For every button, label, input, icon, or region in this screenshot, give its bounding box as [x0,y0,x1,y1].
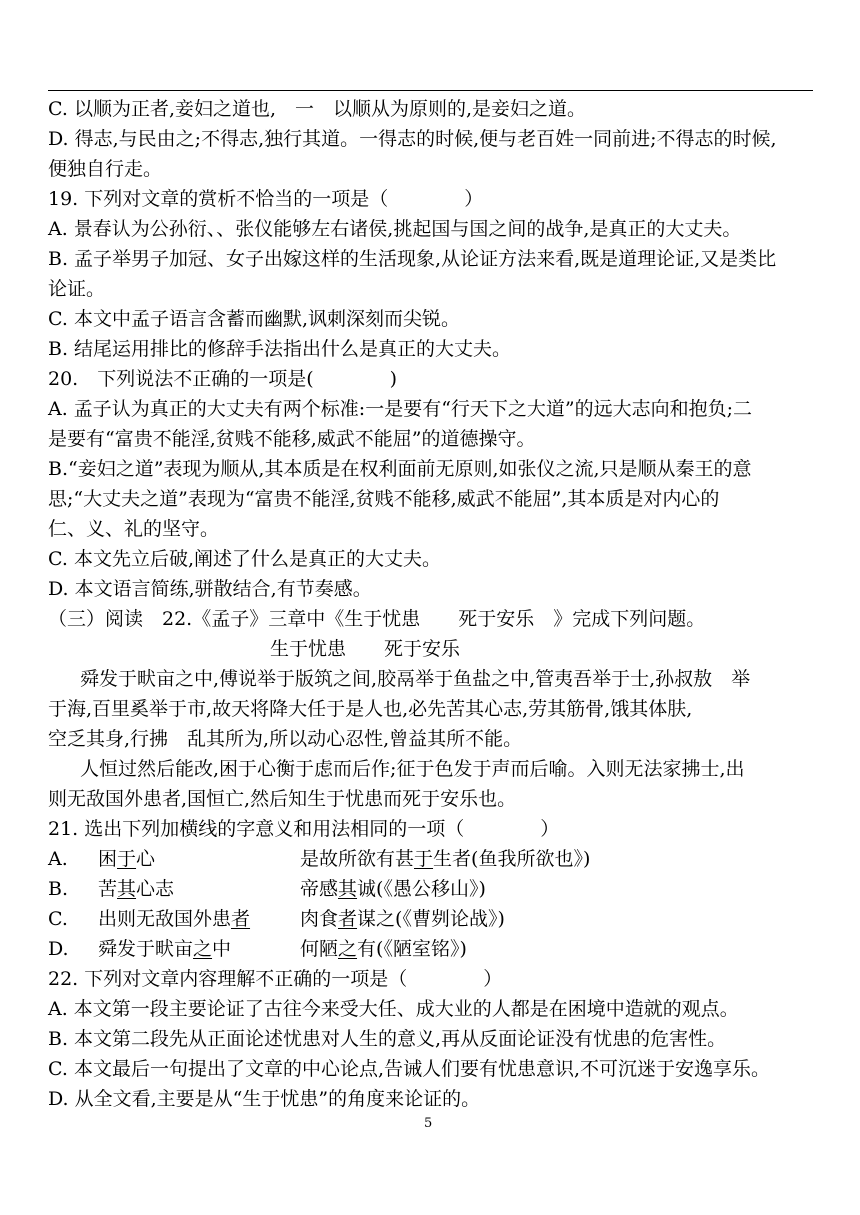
text-line: D. 得志,与民由之;不得志,独行其道。一得志的时候,便与老百姓一同前进;不得志的时候, [48,128,777,150]
option-b-text: 诚(《愚公移山》) [357,878,486,900]
option-text: 思;“大丈夫之道”表现为“富贵不能淫,贫贱不能移,威武不能屈”,其本质是对内心的 [48,488,720,510]
option-a-text: 困 [98,848,118,870]
question-21-option [48,938,467,960]
question-21: 21. 选出下列加横线的字意义和用法相同的一项（ ） [48,818,560,840]
underlined-word: 者 [231,908,251,930]
option-a-text: 苦 [98,878,118,900]
option-text: 仁、义、礼的坚守。 [48,518,220,540]
passage-line: 于海,百里奚举于市,故天将降大任于是人也,必先苦其心志,劳其筋骨,饿其体肤, [48,698,693,720]
text-line: 便独自行走。 [48,158,163,180]
page-number: 5 [424,1116,433,1131]
question-21-option [48,878,486,900]
underlined-word: 之 [338,938,358,960]
passage-line: 空乏其身,行拂 乱其所为,所以动心忍性,曾益其所不能。 [48,728,523,750]
question-19: 19. 下列对文章的赏析不恰当的一项是（ ） [48,188,484,210]
option-text: C. 本文中孟子语言含蓄而幽默,讽刺深刻而尖锐。 [48,308,460,330]
option-b-text: 帝感 [300,878,339,900]
underlined-word: 者 [338,908,358,930]
option-text: B. 孟子举男子加冠、女子出嫁这样的生活现象,从论证方法来看,既是道理论证,又是类比 [48,248,777,270]
option-a-text: 舜发于畎亩 [98,938,194,960]
question-20: 20. 下列说法不正确的一项是( ) [48,368,398,390]
option-letter: B. [48,878,69,900]
option-text: B. 结尾运用排比的修辞手法指出什么是真正的大丈夫。 [48,338,512,360]
option-letter: C. [48,908,68,930]
section-heading: （三）阅读 22.《孟子》三章中《生于忧患 死于安乐 》完成下列问题。 [48,608,706,630]
option-text: 是要有“富贵不能淫,贫贱不能移,威武不能屈”的道德操守。 [48,428,536,450]
underlined-word: 于 [414,848,434,870]
underlined-word: 于 [117,848,137,870]
option-b-text: 谋之(《曹刿论战》) [357,908,505,930]
option-text: A. 景春认为公孙衍、、张仪能够左右诸侯,挑起国与国之间的战争,是真正的大丈夫。 [48,218,742,240]
option-b-text: 生者(鱼我所欲也》) [433,848,591,870]
option-text: D. 从全文看,主要是从“生于忧患”的角度来论证的。 [48,1088,481,1110]
option-a-text: 出则无敌国外患 [98,908,232,930]
passage-line: 舜发于畎亩之中,傅说举于版筑之间,胶鬲举于鱼盐之中,管夷吾举于士,孙叔敖 举 [80,668,751,690]
underlined-word: 之 [193,938,213,960]
underlined-word: 其 [338,878,358,900]
option-b-text: 是故所欲有甚 [300,848,415,870]
question-22: 22. 下列对文章内容理解不正确的一项是（ ） [48,968,503,990]
passage-title: 生于忧患 死于安乐 [270,638,461,660]
question-21-option [48,848,590,870]
header-rule [48,90,813,91]
option-text: D. 本文语言简练,骈散结合,有节奏感。 [48,578,372,600]
option-b-text: 何陋 [300,938,339,960]
passage-line: 则无敌国外患者,国恒亡,然后知生于忧患而死于安乐也。 [48,788,517,810]
option-text: 论证。 [48,278,106,300]
option-letter: A. [48,848,68,870]
option-letter: D. [48,938,69,960]
option-text: C. 本文最后一句提出了文章的中心论点,告诫人们要有忧患意识,不可沉迷于安逸享乐。 [48,1058,771,1080]
option-b-text: 肉食 [300,908,339,930]
passage-line: 人恒过然后能改,困于心衡于虑而后作;征于色发于声而后喻。入则无法家拂士,出 [80,758,745,780]
question-21-option [48,908,505,930]
option-text: A. 孟子认为真正的大丈夫有两个标准:一是要有“行天下之大道”的远大志向和抱负;二 [48,398,753,420]
option-a-text: 心 [136,848,156,870]
option-b-text: 有(《陋室铭》) [357,938,467,960]
option-a-text: 心志 [136,878,175,900]
option-text: C. 本文先立后破,阐述了什么是真正的大丈夫。 [48,548,441,570]
option-a-text: 中 [212,938,232,960]
option-text: B.“妾妇之道”表现为顺从,其本质是在权利面前无原则,如张仪之流,只是顺从秦王的意 [48,458,752,480]
text-line: C. 以顺为正者,妾妇之道也, 一 以顺从为原则的,是妾妇之道。 [48,98,587,120]
option-text: B. 本文第二段先从正面论述忧患对人生的意义,再从反面论证没有忧患的危害性。 [48,1028,727,1050]
underlined-word: 其 [117,878,137,900]
option-text: A. 本文第一段主要论证了古往今来受大任、成大业的人都是在困境中造就的观点。 [48,998,739,1020]
